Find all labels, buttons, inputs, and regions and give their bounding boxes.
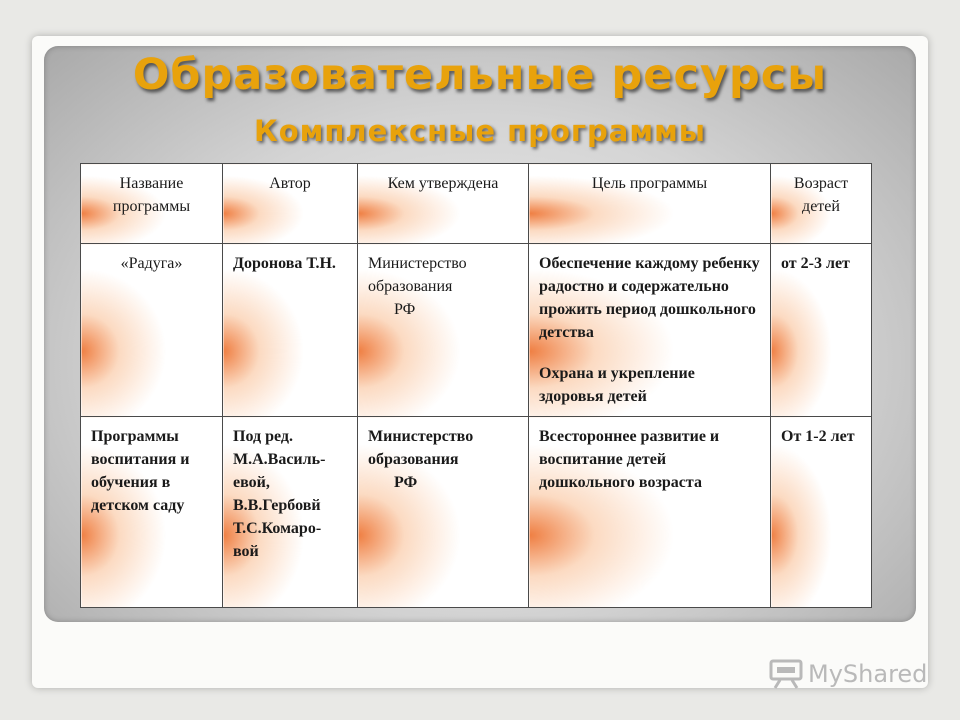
- cell-age: От 1-2 лет: [771, 417, 872, 608]
- watermark-text: MyShared: [808, 660, 928, 688]
- author-line: Под ред.: [233, 428, 293, 445]
- slide-title: Образовательные ресурсы: [132, 50, 828, 100]
- cell-author: Доронова Т.Н.: [223, 244, 358, 417]
- table-row: [81, 244, 872, 417]
- author-line: В.В.Гербовй: [233, 497, 321, 514]
- header-author: Автор: [223, 164, 358, 244]
- table-header-row: [81, 164, 872, 244]
- approved-org: Министерство образования: [368, 255, 467, 295]
- approved-country: РФ: [394, 474, 418, 491]
- program-name: «Радуга»: [120, 255, 183, 272]
- header-age: Возраст детей: [771, 164, 872, 244]
- cell-name: [81, 244, 223, 417]
- header-goal: Цель программы: [529, 164, 771, 244]
- author-line: евой,: [233, 474, 270, 491]
- projector-icon: [768, 658, 804, 690]
- cell-goal: [529, 244, 771, 417]
- author-line: Т.С.Комаро-: [233, 520, 322, 537]
- header-approved: Кем утверждена: [358, 164, 529, 244]
- watermark: [768, 656, 927, 692]
- table-row: [81, 417, 872, 608]
- author-line: М.А.Василь-: [233, 451, 326, 468]
- cell-author: [223, 417, 358, 608]
- approved-org: Министерство образования: [368, 428, 474, 468]
- approved-country: РФ: [394, 301, 416, 318]
- cell-approved: [358, 417, 529, 608]
- cell-age: от 2-3 лет: [771, 244, 872, 417]
- cell-approved: [358, 244, 529, 417]
- header-name: Название программы: [81, 164, 223, 244]
- goal-text: Обеспечение каждому ребенку радостно и содержательно прожить период дошкольного детства: [539, 255, 760, 341]
- slide-subtitle: Комплексные программы: [253, 114, 706, 148]
- programs-table: [80, 163, 872, 608]
- author-line: вой: [233, 543, 259, 560]
- cell-name: Программы воспитания и обучения в детском саду: [81, 417, 223, 608]
- goal-text-2: Охрана и укрепление здоровья детей: [539, 365, 695, 405]
- cell-goal: Всестороннее развитие и воспитание детей дошкольного возраста: [529, 417, 771, 608]
